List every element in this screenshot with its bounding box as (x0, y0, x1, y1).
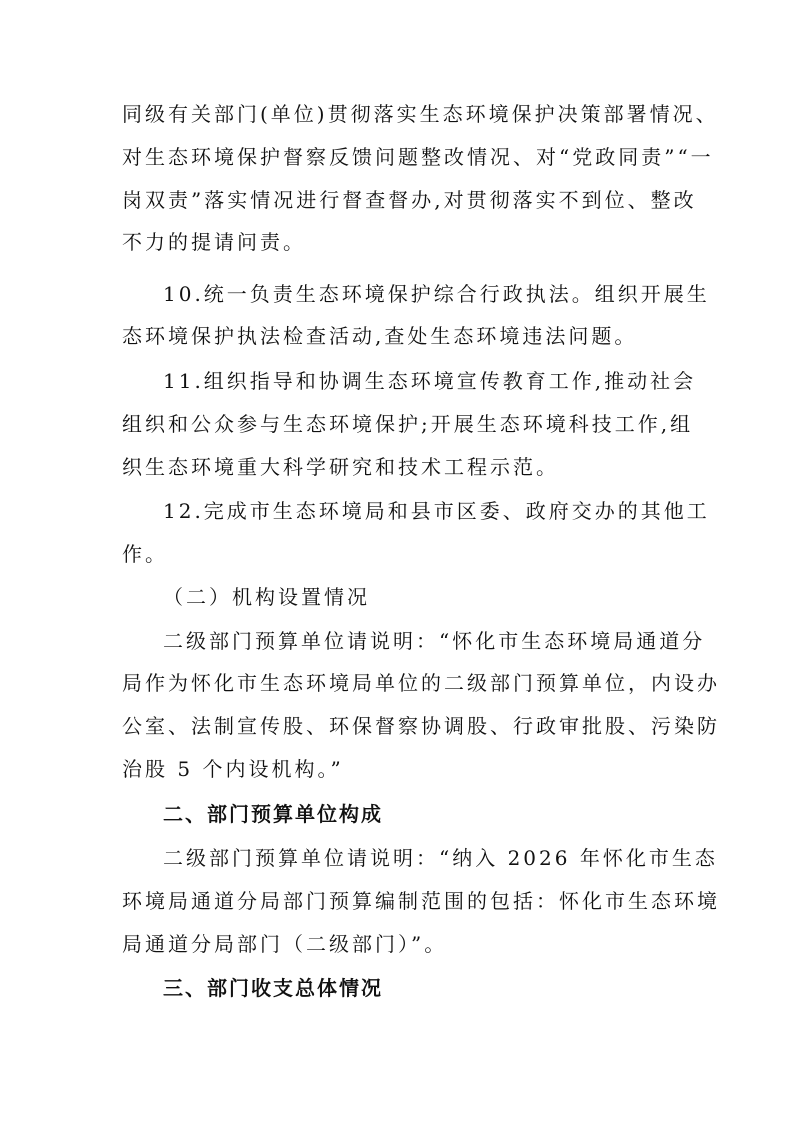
paragraph-line-1: 同级有关部门(单位)贯彻落实生态环境保护决策部署情况、 (122, 102, 719, 126)
section-heading-3: 三、部门收支总体情况 (163, 976, 383, 1000)
paragraph-line-9: 织生态环境重大科学研究和技术工程示范。 (122, 455, 559, 479)
paragraph-line-7: 11.组织指导和协调生态环境宣传教育工作,推动社会 (163, 369, 697, 393)
paragraph-line-3: 岗双责”落实情况进行督查督办,对贯彻落实不到位、整改 (122, 188, 697, 212)
section-subheading: （二）机构设置情况 (163, 585, 370, 609)
paragraph-line-4: 不力的提请问责。 (122, 230, 306, 254)
paragraph-line-18: 局通道分局部门（二级部门）”。 (122, 932, 448, 956)
paragraph-line-17: 环境局通道分局部门预算编制范围的包括：怀化市生态环境 (122, 889, 720, 913)
paragraph-line-13: 局作为怀化市生态环境局单位的二级部门预算单位，内设办 (122, 671, 720, 695)
paragraph-line-12: 二级部门预算单位请说明：“怀化市生态环境局通道分 (163, 629, 706, 653)
section-heading-2: 二、部门预算单位构成 (163, 802, 383, 826)
paragraph-line-8: 组织和公众参与生态环境保护;开展生态环境科技工作,组 (122, 412, 694, 436)
paragraph-line-14: 公室、法制宣传股、环保督察协调股、行政审批股、污染防 (122, 714, 720, 738)
paragraph-line-2: 对生态环境保护督察反馈问题整改情况、对“党政同责”“一 (122, 145, 714, 169)
paragraph-line-15: 治股 5 个内设机构。” (122, 757, 344, 781)
paragraph-line-10: 12.完成市生态环境局和县市区委、政府交办的其他工 (163, 499, 710, 523)
paragraph-line-6: 态环境保护执法检查活动,查处生态环境违法问题。 (122, 324, 638, 348)
paragraph-line-11: 作。 (122, 542, 168, 566)
paragraph-line-16: 二级部门预算单位请说明：“纳入 2026 年怀化市生态 (163, 846, 718, 870)
paragraph-line-5: 10.统一负责生态环境保护综合行政执法。组织开展生 (163, 282, 710, 306)
